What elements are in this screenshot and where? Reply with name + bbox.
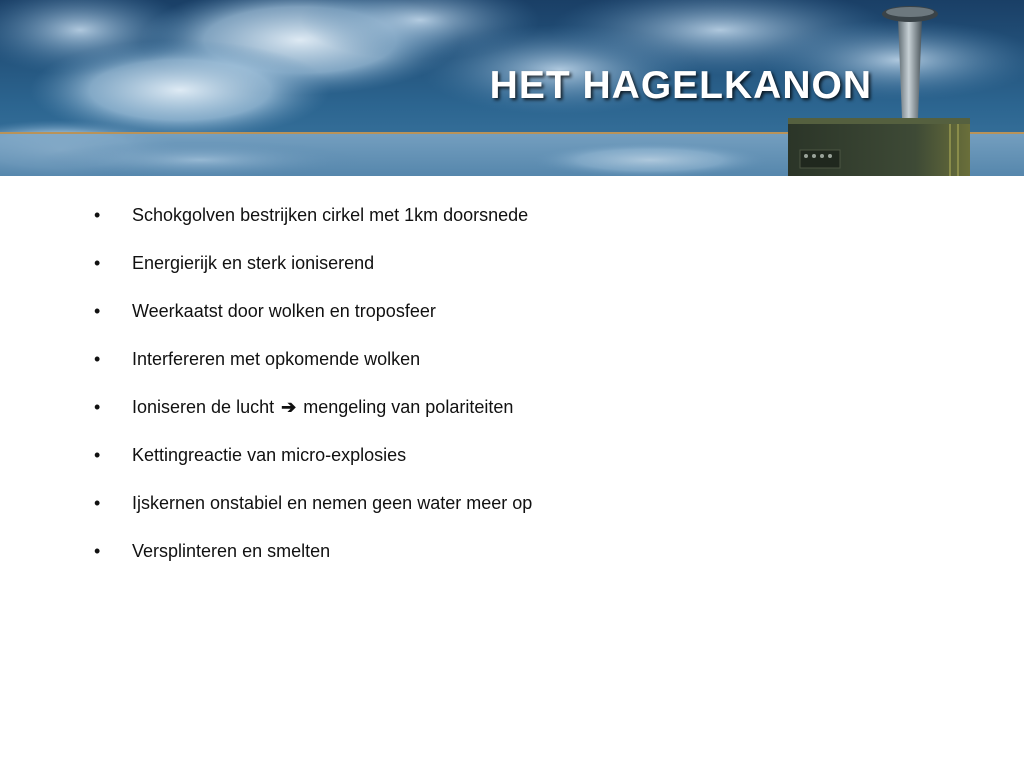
bullet-item (0, 493, 1024, 541)
bullet-text: Ijskernen onstabiel en nemen geen water meer op (132, 493, 533, 513)
bullet-symbol: • (94, 541, 101, 561)
bullet-symbol: • (94, 397, 101, 417)
bullet-symbol: • (94, 349, 101, 369)
bullet-text: Interfereren met opkomende wolken (132, 349, 421, 369)
bullet-symbol: • (94, 205, 101, 225)
bullet-text: Schokgolven bestrijken cirkel met 1km doorsnede (132, 205, 529, 225)
header-banner (0, 0, 1024, 176)
bullet-item (0, 253, 1024, 301)
bullet-item (0, 445, 1024, 493)
slide-title: HET HAGELKANON (489, 64, 872, 107)
bullet-symbol: • (94, 301, 101, 321)
bullet-symbol: • (94, 493, 101, 513)
bullet-text: Versplinteren en smelten (132, 541, 331, 561)
bullet-list (0, 205, 1024, 589)
bullet-text: Kettingreactie van micro-explosies (132, 445, 407, 465)
bullet-item (0, 301, 1024, 349)
bullet-item (0, 541, 1024, 589)
bullet-item (0, 205, 1024, 253)
bullet-symbol: • (94, 445, 101, 465)
bullet-text: Energierijk en sterk ioniserend (132, 253, 375, 273)
bullet-text (132, 397, 513, 418)
bullet-item (0, 397, 1024, 445)
bullet-item (0, 349, 1024, 397)
bullet-text: Weerkaatst door wolken en troposfeer (132, 301, 436, 321)
bullet-text-after: mengeling van polariteiten (303, 397, 514, 417)
bullet-text-before: Ioniseren de lucht (132, 397, 275, 417)
bullet-symbol: • (94, 253, 101, 273)
arrow-right-icon: ➔ (281, 397, 297, 417)
